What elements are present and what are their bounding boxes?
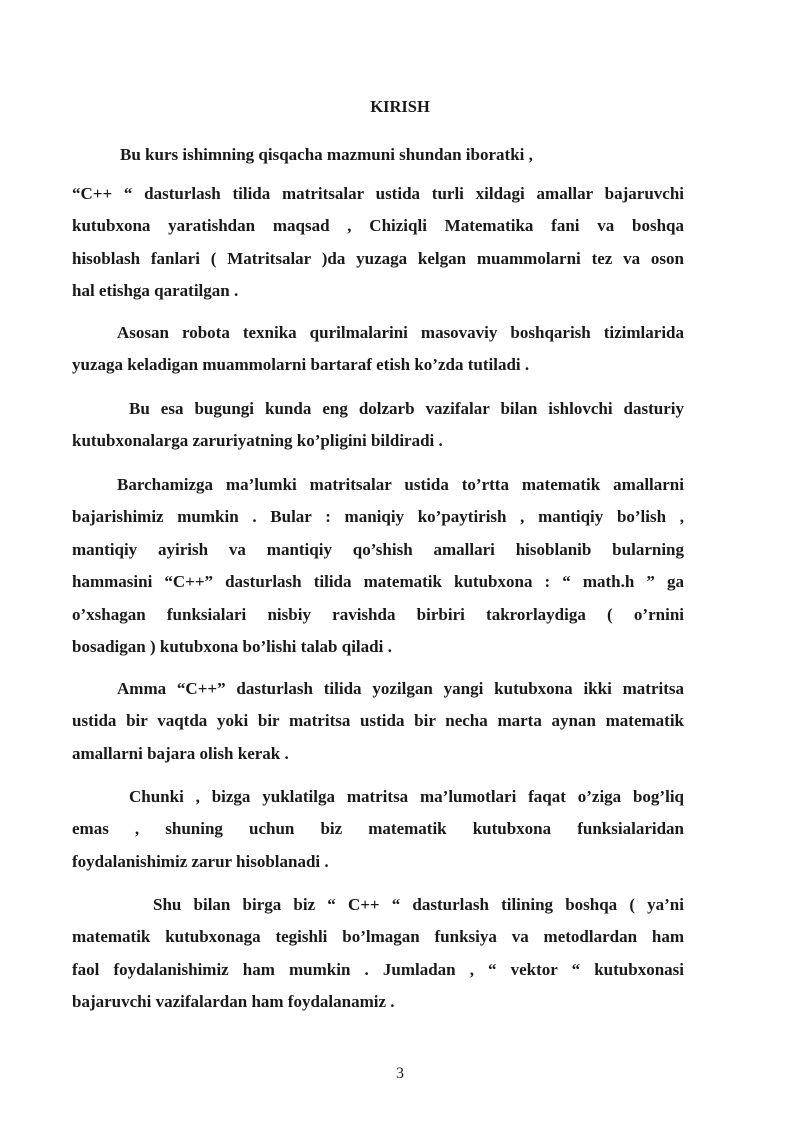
paragraph-line: Barchamizga ma’lumki matritsalar ustida to’rtta matematik amallarni bbox=[117, 475, 684, 494]
paragraph-4 bbox=[72, 393, 684, 458]
paragraph-1 bbox=[120, 139, 680, 171]
paragraph-line: hal etishga qaratilgan . bbox=[72, 281, 239, 301]
paragraph-line: Bu esa bugungi kunda eng dolzarb vazifalar bilan ishlovchi dasturiy bbox=[129, 399, 684, 418]
paragraph-line: “C++ “ dasturlash tilida matritsalar ustida turli xildagi amallar bajaruvchi bbox=[72, 184, 684, 203]
paragraph-line: amallarni bajara olish kerak . bbox=[72, 743, 289, 763]
paragraph-line: ustida bir vaqtda yoki bir matritsa ustida bir necha marta aynan matematik bbox=[72, 711, 684, 731]
paragraph-line: mantiqiy ayirish va mantiqiy qo’shish amallari hisoblanib bularning bbox=[72, 539, 684, 559]
paragraph-line: bajaruvchi vazifalardan ham foydalanamiz . bbox=[72, 992, 395, 1012]
page-number: 3 bbox=[396, 1065, 404, 1082]
paragraph-line: o’xshagan funksialari nisbiy ravishda birbiri takrorlaydiga ( o’rnini bbox=[72, 604, 684, 624]
paragraph-2 bbox=[72, 178, 684, 308]
paragraph-line: Bu kurs ishimning qisqacha mazmuni shundan iboratki , bbox=[120, 145, 533, 164]
paragraph-5 bbox=[72, 469, 684, 663]
paragraph-line: yuzaga keladigan muammolarni bartaraf etish ko’zda tutiladi . bbox=[72, 355, 530, 375]
paragraph-7 bbox=[72, 781, 684, 878]
paragraph-line: Shu bilan birga biz “ C++ “ dasturlash tilining boshqa ( ya’ni bbox=[153, 895, 684, 914]
paragraph-line: hisoblash fanlari ( Matritsalar )da yuzaga kelgan muammolarni tez va oson bbox=[72, 248, 684, 268]
paragraph-8 bbox=[72, 889, 684, 1019]
paragraph-line: bosadigan ) kutubxona bo’lishi talab qiladi . bbox=[72, 637, 392, 657]
paragraph-line: kutubxonalarga zaruriyatning ko’pligini bildiradi . bbox=[72, 431, 443, 451]
paragraph-line: faol foydalanishimiz ham mumkin . Jumladan , “ vektor “ kutubxonasi bbox=[72, 959, 684, 979]
paragraph-3 bbox=[72, 317, 684, 382]
paragraph-6 bbox=[72, 673, 684, 770]
paragraph-line: Amma “C++” dasturlash tilida yozilgan yangi kutubxona ikki matritsa bbox=[117, 679, 684, 698]
paragraph-line: bajarishimiz mumkin . Bular : maniqiy ko’paytirish , mantiqiy bo’lish , bbox=[72, 507, 684, 527]
paragraph-line: matematik kutubxonaga tegishli bo’lmagan funksiya va metodlardan ham bbox=[72, 927, 684, 947]
paragraph-line: kutubxona yaratishdan maqsad , Chiziqli Matematika fani va boshqa bbox=[72, 216, 684, 236]
paragraph-line: emas , shuning uchun biz matematik kutubxona funksialaridan bbox=[72, 819, 684, 839]
paragraph-line: Chunki , bizga yuklatilga matritsa ma’lumotlari faqat o’ziga bog’liq bbox=[129, 787, 684, 806]
paragraph-line: Asosan robota texnika qurilmalarini masovaviy boshqarish tizimlarida bbox=[117, 323, 684, 342]
page-title: KIRISH bbox=[370, 97, 430, 116]
paragraph-line: foydalanishimiz zarur hisoblanadi . bbox=[72, 851, 329, 871]
paragraph-line: hammasini “C++” dasturlash tilida matematik kutubxona : “ math.h ” ga bbox=[72, 572, 684, 592]
